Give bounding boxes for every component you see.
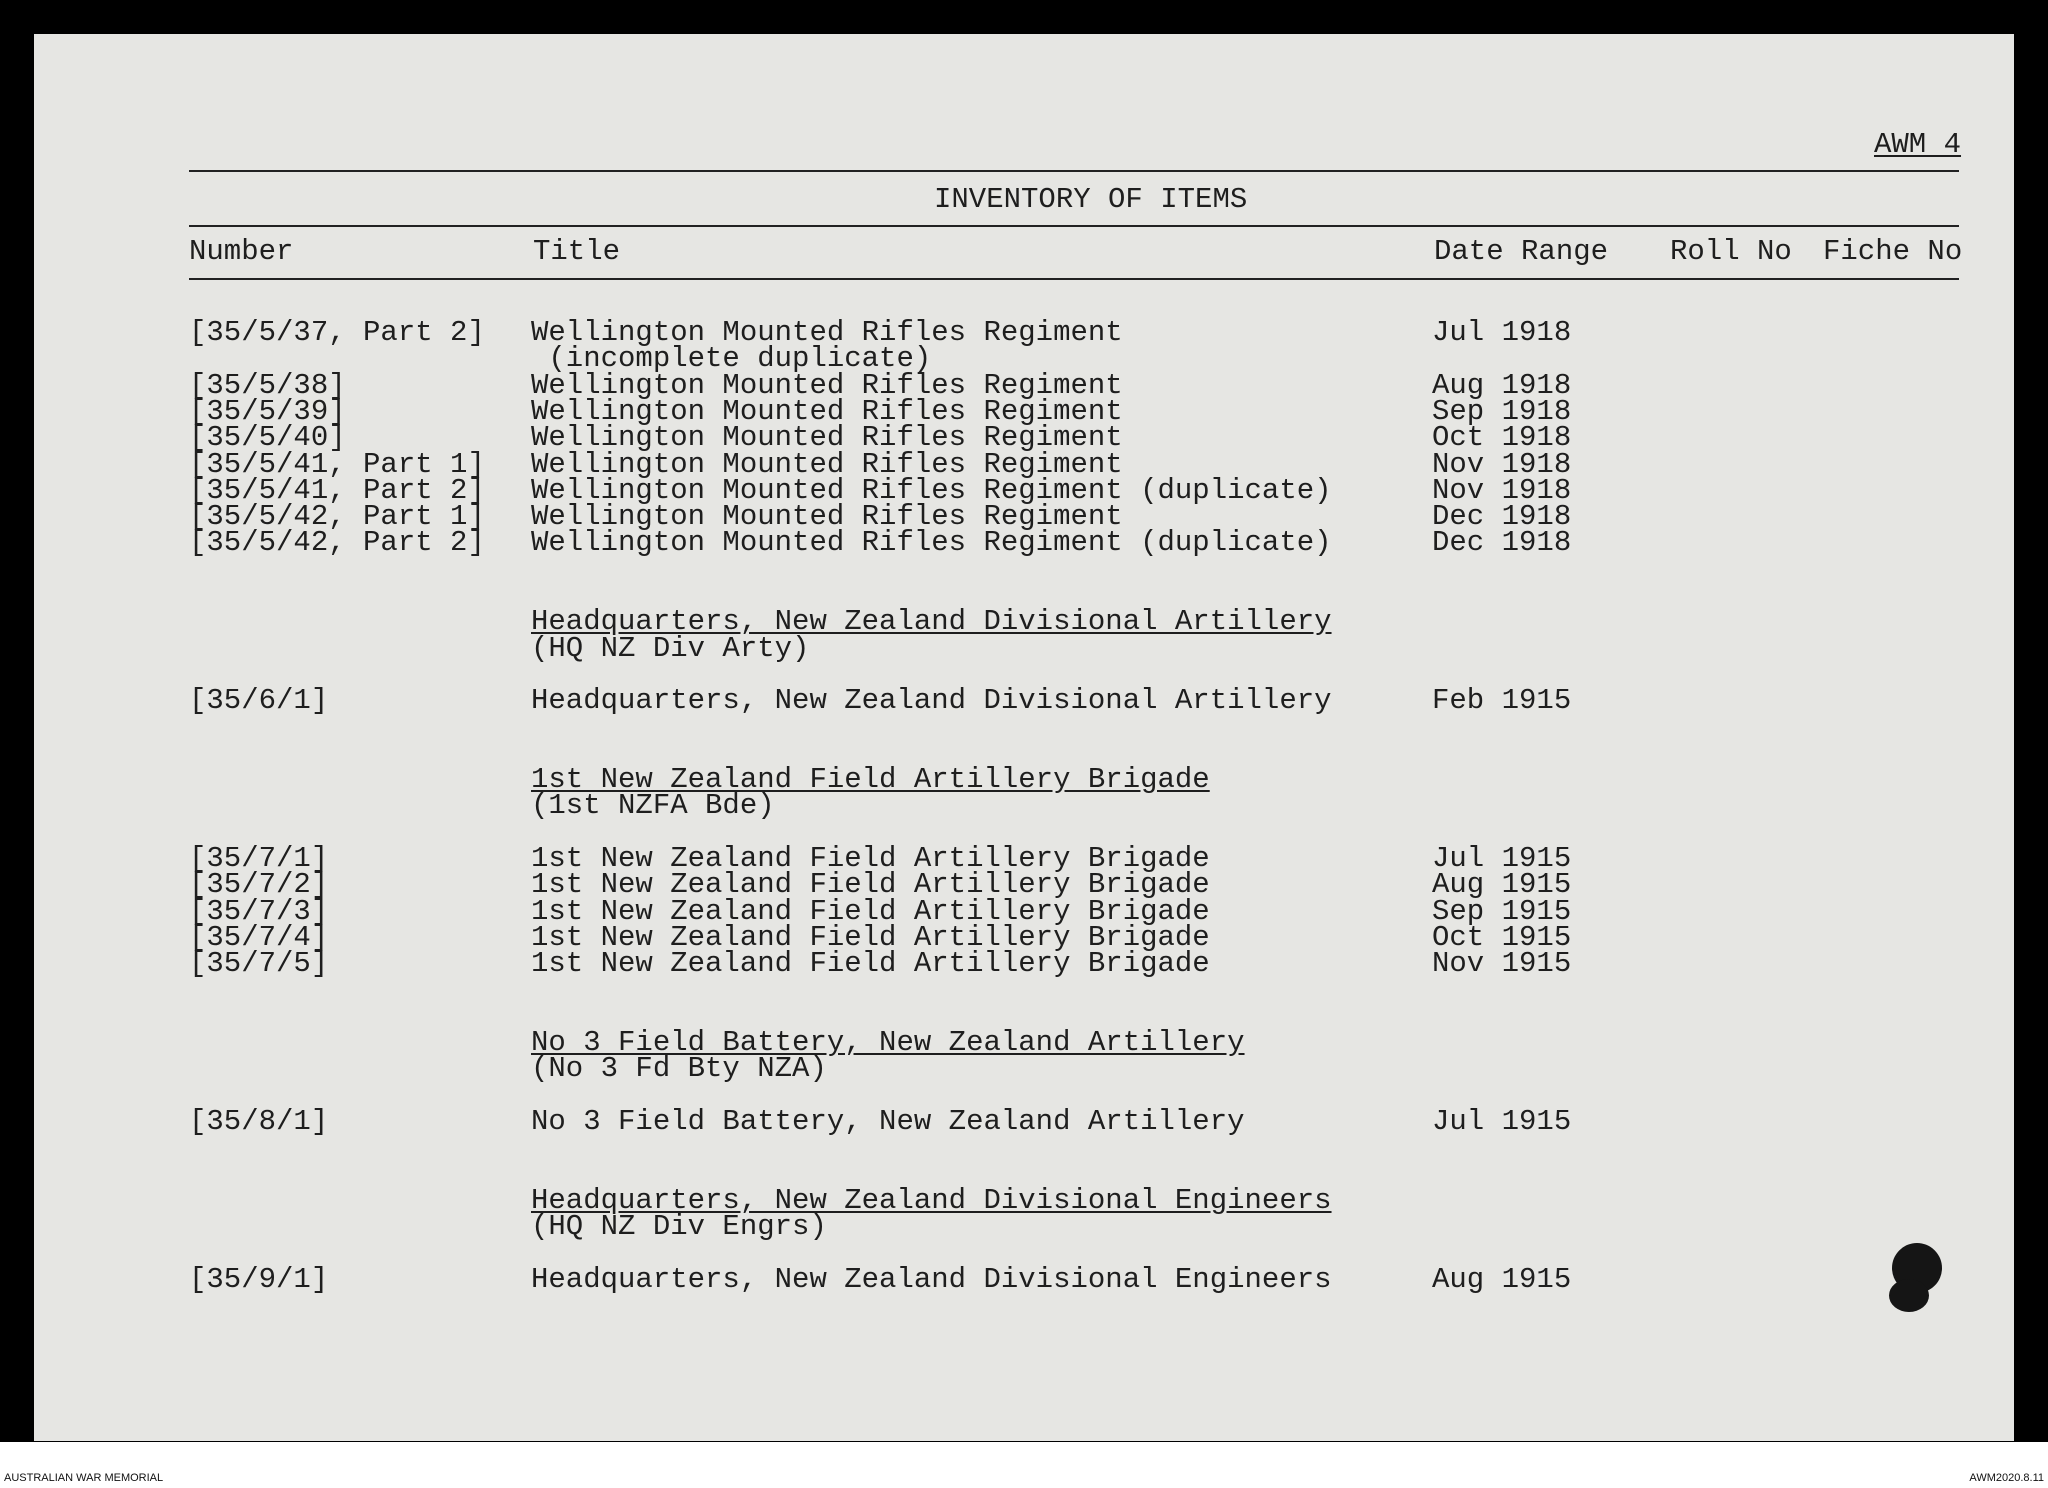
item-date-range: Feb 1915 xyxy=(1432,684,1572,717)
item-title: Headquarters, New Zealand Divisional Engineers xyxy=(531,1263,1332,1296)
item-number: [35/7/2] xyxy=(189,868,329,901)
item-date-range: Oct 1918 xyxy=(1432,421,1572,454)
item-number: [35/5/40] xyxy=(189,421,346,454)
series-reference: AWM 4 xyxy=(1874,128,1962,161)
column-header-fiche-no: Fiche No xyxy=(1823,235,1963,268)
page-title: INVENTORY OF ITEMS xyxy=(934,183,1248,216)
item-number: [35/8/1] xyxy=(189,1105,329,1138)
section-heading: No 3 Field Battery, New Zealand Artillery xyxy=(531,1026,1245,1059)
item-number: [35/5/42, Part 1] xyxy=(189,500,485,533)
item-number: [35/7/4] xyxy=(189,921,329,954)
item-title: (incomplete duplicate) xyxy=(531,342,932,375)
item-date-range: Dec 1918 xyxy=(1432,500,1572,533)
section-heading: 1st New Zealand Field Artillery Brigade xyxy=(531,763,1210,796)
item-number: [35/9/1] xyxy=(189,1263,329,1296)
item-number: [35/7/3] xyxy=(189,895,329,928)
section-heading: Headquarters, New Zealand Divisional Artillery xyxy=(531,605,1332,638)
footer-institution: AUSTRALIAN WAR MEMORIAL xyxy=(4,1472,164,1484)
header-top-rule xyxy=(189,225,1959,227)
item-number: [35/5/42, Part 2] xyxy=(189,526,485,559)
item-title: 1st New Zealand Field Artillery Brigade xyxy=(531,947,1210,980)
item-date-range: Sep 1918 xyxy=(1432,395,1572,428)
item-number: [35/7/5] xyxy=(189,947,329,980)
item-date-range: Jul 1918 xyxy=(1432,316,1572,349)
item-number: [35/6/1] xyxy=(189,684,329,717)
item-title: Wellington Mounted Rifles Regiment (duplicate) xyxy=(531,474,1332,507)
item-title: Wellington Mounted Rifles Regiment xyxy=(531,448,1123,481)
column-header-title: Title xyxy=(533,235,621,268)
column-header-number: Number xyxy=(189,235,294,268)
item-number: [35/5/41, Part 1] xyxy=(189,448,485,481)
section-abbreviation: (HQ NZ Div Engrs) xyxy=(531,1210,827,1243)
item-date-range: Oct 1915 xyxy=(1432,921,1572,954)
item-title: 1st New Zealand Field Artillery Brigade xyxy=(531,895,1210,928)
item-date-range: Nov 1915 xyxy=(1432,947,1572,980)
section-abbreviation: (1st NZFA Bde) xyxy=(531,789,775,822)
item-date-range: Aug 1915 xyxy=(1432,1263,1572,1296)
item-number: [35/5/39] xyxy=(189,395,346,428)
item-title: Wellington Mounted Rifles Regiment xyxy=(531,395,1123,428)
item-date-range: Dec 1918 xyxy=(1432,526,1572,559)
item-number: [35/7/1] xyxy=(189,842,329,875)
item-date-range: Sep 1915 xyxy=(1432,895,1572,928)
section-abbreviation: (HQ NZ Div Arty) xyxy=(531,632,810,665)
item-date-range: Jul 1915 xyxy=(1432,842,1572,875)
section-heading: Headquarters, New Zealand Divisional Engineers xyxy=(531,1184,1332,1217)
ink-blot xyxy=(1889,1279,1929,1312)
top-rule xyxy=(189,170,1959,172)
section-abbreviation: (No 3 Fd Bty NZA) xyxy=(531,1052,827,1085)
item-date-range: Aug 1915 xyxy=(1432,868,1572,901)
item-title: 1st New Zealand Field Artillery Brigade xyxy=(531,921,1210,954)
item-date-range: Nov 1918 xyxy=(1432,448,1572,481)
item-title: Headquarters, New Zealand Divisional Artillery xyxy=(531,684,1332,717)
item-title: No 3 Field Battery, New Zealand Artillery xyxy=(531,1105,1245,1138)
item-date-range: Aug 1918 xyxy=(1432,369,1572,402)
column-header-roll-no: Roll No xyxy=(1670,235,1792,268)
item-title: Wellington Mounted Rifles Regiment xyxy=(531,369,1123,402)
column-header-date-range: Date Range xyxy=(1434,235,1609,268)
item-date-range: Nov 1918 xyxy=(1432,474,1572,507)
item-date-range: Jul 1915 xyxy=(1432,1105,1572,1138)
header-bottom-rule xyxy=(189,278,1959,280)
item-title: Wellington Mounted Rifles Regiment xyxy=(531,316,1123,349)
item-title: 1st New Zealand Field Artillery Brigade xyxy=(531,868,1210,901)
item-number: [35/5/38] xyxy=(189,369,346,402)
item-number: [35/5/37, Part 2] xyxy=(189,316,485,349)
item-title: Wellington Mounted Rifles Regiment (duplicate) xyxy=(531,526,1332,559)
item-title: 1st New Zealand Field Artillery Brigade xyxy=(531,842,1210,875)
item-title: Wellington Mounted Rifles Regiment xyxy=(531,421,1123,454)
item-title: Wellington Mounted Rifles Regiment xyxy=(531,500,1123,533)
item-number: [35/5/41, Part 2] xyxy=(189,474,485,507)
archive-footer xyxy=(0,1442,2048,1488)
footer-item-id: AWM2020.8.11 xyxy=(1969,1472,2044,1484)
